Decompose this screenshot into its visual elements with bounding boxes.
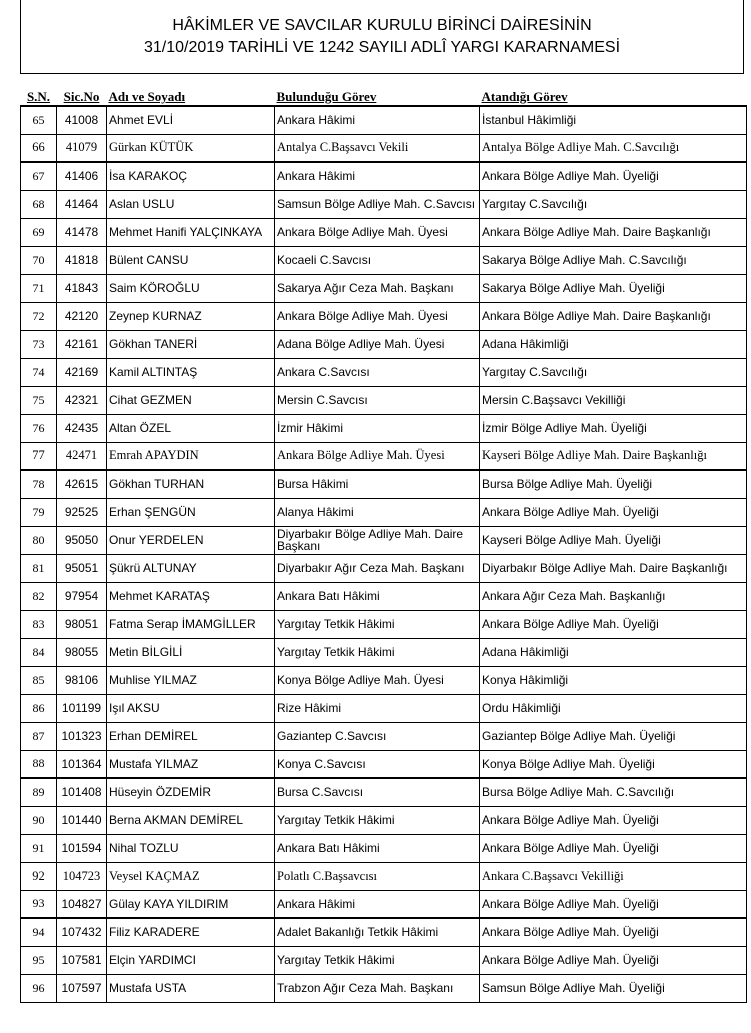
cell-current-post: Yargıtay Tetkik Hâkimi bbox=[275, 806, 480, 834]
cell-assigned-post: Gaziantep Bölge Adliye Mah. Üyeliği bbox=[480, 722, 747, 750]
cell-assigned-post: Ankara Bölge Adliye Mah. Üyeliği bbox=[480, 610, 747, 638]
cell-name: Onur YERDELEN bbox=[107, 526, 275, 554]
cell-current-post: Ankara Hâkimi bbox=[275, 106, 480, 134]
table-row bbox=[21, 526, 747, 554]
cell-sn: 86 bbox=[21, 694, 57, 722]
table-row bbox=[21, 946, 747, 974]
table-row bbox=[21, 330, 747, 358]
cell-sn: 65 bbox=[21, 106, 57, 134]
cell-current-post: İzmir Hâkimi bbox=[275, 414, 480, 442]
cell-sn: 77 bbox=[21, 442, 57, 470]
cell-assigned-post: Ankara Bölge Adliye Mah. Üyeliği bbox=[480, 890, 747, 918]
cell-sicno: 98051 bbox=[57, 610, 107, 638]
cell-current-post: Antalya C.Başsavcı Vekili bbox=[275, 134, 480, 162]
cell-sicno: 42435 bbox=[57, 414, 107, 442]
cell-sicno: 97954 bbox=[57, 582, 107, 610]
table-row bbox=[21, 358, 747, 386]
cell-assigned-post: Ankara Bölge Adliye Mah. Üyeliği bbox=[480, 834, 747, 862]
cell-assigned-post: Konya Bölge Adliye Mah. Üyeliği bbox=[480, 750, 747, 778]
cell-current-post: Gaziantep C.Savcısı bbox=[275, 722, 480, 750]
cell-current-post: Adana Bölge Adliye Mah. Üyesi bbox=[275, 330, 480, 358]
cell-sn: 93 bbox=[21, 890, 57, 918]
header-assigned-post: Atandığı Görev bbox=[481, 89, 568, 104]
table-row bbox=[21, 666, 747, 694]
cell-sn: 89 bbox=[21, 778, 57, 806]
cell-sicno: 41008 bbox=[57, 106, 107, 134]
cell-sn: 73 bbox=[21, 330, 57, 358]
cell-name: Gülay KAYA YILDIRIM bbox=[107, 890, 275, 918]
cell-current-post: Samsun Bölge Adliye Mah. C.Savcısı bbox=[275, 190, 480, 218]
cell-assigned-post: Ankara Ağır Ceza Mah. Başkanlığı bbox=[480, 582, 747, 610]
cell-name: Şükrü ALTUNAY bbox=[107, 554, 275, 582]
cell-assigned-post: Sakarya Bölge Adliye Mah. Üyeliği bbox=[480, 274, 747, 302]
cell-sicno: 42321 bbox=[57, 386, 107, 414]
cell-sn: 88 bbox=[21, 750, 57, 778]
cell-current-post: Ankara Hâkimi bbox=[275, 162, 480, 190]
cell-sicno: 101440 bbox=[57, 806, 107, 834]
cell-sicno: 101408 bbox=[57, 778, 107, 806]
header-current-post: Bulunduğu Görev bbox=[276, 89, 377, 104]
cell-sn: 76 bbox=[21, 414, 57, 442]
header-name: Adı ve Soyadı bbox=[108, 89, 186, 104]
table-row bbox=[21, 302, 747, 330]
table-row bbox=[21, 498, 747, 526]
cell-current-post: Ankara Bölge Adliye Mah. Üyesi bbox=[275, 442, 480, 470]
cell-current-post: Polatlı C.Başsavcısı bbox=[275, 862, 480, 890]
table-row bbox=[21, 134, 747, 162]
cell-sicno: 92525 bbox=[57, 498, 107, 526]
cell-name: Gürkan KÜTÜK bbox=[107, 134, 275, 162]
cell-current-post: Ankara C.Savcısı bbox=[275, 358, 480, 386]
cell-name: Filiz KARADERE bbox=[107, 918, 275, 946]
cell-assigned-post: İstanbul Hâkimliği bbox=[480, 106, 747, 134]
cell-name: Mehmet Hanifi YALÇINKAYA bbox=[107, 218, 275, 246]
cell-assigned-post: Ankara Bölge Adliye Mah. Daire Başkanlığı bbox=[480, 302, 747, 330]
cell-sn: 81 bbox=[21, 554, 57, 582]
cell-name: Muhlise YILMAZ bbox=[107, 666, 275, 694]
table-row bbox=[21, 162, 747, 190]
cell-current-post: Diyarbakır Bölge Adliye Mah. Daire Başkanı bbox=[275, 526, 480, 554]
cell-current-post: Ankara Batı Hâkimi bbox=[275, 582, 480, 610]
cell-assigned-post: Bursa Bölge Adliye Mah. C.Savcılığı bbox=[480, 778, 747, 806]
table-row bbox=[21, 918, 747, 946]
cell-name: Emrah APAYDIN bbox=[107, 442, 275, 470]
cell-sn: 91 bbox=[21, 834, 57, 862]
cell-sicno: 42471 bbox=[57, 442, 107, 470]
cell-assigned-post: Antalya Bölge Adliye Mah. C.Savcılığı bbox=[480, 134, 747, 162]
cell-sn: 68 bbox=[21, 190, 57, 218]
cell-sicno: 41406 bbox=[57, 162, 107, 190]
cell-name: Nihal TOZLU bbox=[107, 834, 275, 862]
cell-name: Mehmet KARATAŞ bbox=[107, 582, 275, 610]
cell-current-post: Mersin C.Savcısı bbox=[275, 386, 480, 414]
table-row bbox=[21, 750, 747, 778]
cell-current-post: Konya Bölge Adliye Mah. Üyesi bbox=[275, 666, 480, 694]
cell-assigned-post: Ankara Bölge Adliye Mah. Daire Başkanlığı bbox=[480, 218, 747, 246]
cell-sicno: 101364 bbox=[57, 750, 107, 778]
cell-sn: 96 bbox=[21, 974, 57, 1002]
cell-name: Veysel KAÇMAZ bbox=[107, 862, 275, 890]
table-row bbox=[21, 862, 747, 890]
cell-assigned-post: Ankara C.Başsavcı Vekilliği bbox=[480, 862, 747, 890]
table-header-row bbox=[21, 88, 747, 106]
table-row bbox=[21, 246, 747, 274]
cell-sicno: 101199 bbox=[57, 694, 107, 722]
cell-name: Gökhan TANERİ bbox=[107, 330, 275, 358]
cell-assigned-post: Ankara Bölge Adliye Mah. Üyeliği bbox=[480, 918, 747, 946]
table-row bbox=[21, 610, 747, 638]
cell-sn: 70 bbox=[21, 246, 57, 274]
cell-current-post: Ankara Hâkimi bbox=[275, 890, 480, 918]
cell-current-post: Kocaeli C.Savcısı bbox=[275, 246, 480, 274]
cell-assigned-post: Bursa Bölge Adliye Mah. Üyeliği bbox=[480, 470, 747, 498]
cell-name: Saim KÖROĞLU bbox=[107, 274, 275, 302]
cell-current-post: Rize Hâkimi bbox=[275, 694, 480, 722]
table-row bbox=[21, 106, 747, 134]
table-row bbox=[21, 890, 747, 918]
cell-name: Gökhan TURHAN bbox=[107, 470, 275, 498]
cell-sn: 66 bbox=[21, 134, 57, 162]
cell-current-post: Bursa C.Savcısı bbox=[275, 778, 480, 806]
cell-sn: 71 bbox=[21, 274, 57, 302]
cell-sn: 82 bbox=[21, 582, 57, 610]
cell-sicno: 41818 bbox=[57, 246, 107, 274]
cell-current-post: Yargıtay Tetkik Hâkimi bbox=[275, 638, 480, 666]
cell-current-post: Ankara Batı Hâkimi bbox=[275, 834, 480, 862]
cell-name: İsa KARAKOÇ bbox=[107, 162, 275, 190]
cell-assigned-post: Sakarya Bölge Adliye Mah. C.Savcılığı bbox=[480, 246, 747, 274]
table-row bbox=[21, 470, 747, 498]
cell-name: Zeynep KURNAZ bbox=[107, 302, 275, 330]
table-row bbox=[21, 554, 747, 582]
cell-sicno: 41464 bbox=[57, 190, 107, 218]
cell-sn: 83 bbox=[21, 610, 57, 638]
cell-sn: 78 bbox=[21, 470, 57, 498]
cell-sicno: 41079 bbox=[57, 134, 107, 162]
cell-assigned-post: Konya Hâkimliği bbox=[480, 666, 747, 694]
cell-name: Ahmet EVLİ bbox=[107, 106, 275, 134]
cell-sicno: 41478 bbox=[57, 218, 107, 246]
cell-assigned-post: Adana Hâkimliği bbox=[480, 638, 747, 666]
table-row bbox=[21, 778, 747, 806]
cell-name: Elçin YARDIMCI bbox=[107, 946, 275, 974]
cell-name: Aslan USLU bbox=[107, 190, 275, 218]
cell-sn: 85 bbox=[21, 666, 57, 694]
cell-sicno: 107581 bbox=[57, 946, 107, 974]
cell-sicno: 101323 bbox=[57, 722, 107, 750]
cell-sn: 75 bbox=[21, 386, 57, 414]
cell-name: Erhan ŞENGÜN bbox=[107, 498, 275, 526]
cell-name: Işıl AKSU bbox=[107, 694, 275, 722]
cell-sn: 92 bbox=[21, 862, 57, 890]
cell-sicno: 104723 bbox=[57, 862, 107, 890]
cell-sicno: 107597 bbox=[57, 974, 107, 1002]
cell-current-post: Ankara Bölge Adliye Mah. Üyesi bbox=[275, 218, 480, 246]
cell-name: Berna AKMAN DEMİREL bbox=[107, 806, 275, 834]
cell-current-post: Bursa Hâkimi bbox=[275, 470, 480, 498]
cell-sn: 84 bbox=[21, 638, 57, 666]
cell-sicno: 42120 bbox=[57, 302, 107, 330]
cell-assigned-post: Ordu Hâkimliği bbox=[480, 694, 747, 722]
title-line-2: 31/10/2019 TARİHLİ VE 1242 SAYILI ADLÎ YARGI KARARNAMESİ bbox=[143, 39, 621, 56]
cell-sicno: 42161 bbox=[57, 330, 107, 358]
cell-assigned-post: Kayseri Bölge Adliye Mah. Daire Başkanlığı bbox=[480, 442, 747, 470]
cell-sicno: 107432 bbox=[57, 918, 107, 946]
cell-assigned-post: Diyarbakır Bölge Adliye Mah. Daire Başkanlığı bbox=[480, 554, 747, 582]
cell-sicno: 104827 bbox=[57, 890, 107, 918]
title-line-1: HÂKİMLER VE SAVCILAR KURULU BİRİNCİ DAİRESİNİN bbox=[172, 17, 592, 34]
cell-assigned-post: Ankara Bölge Adliye Mah. Üyeliği bbox=[480, 946, 747, 974]
cell-sn: 79 bbox=[21, 498, 57, 526]
cell-assigned-post: İzmir Bölge Adliye Mah. Üyeliği bbox=[480, 414, 747, 442]
cell-sn: 74 bbox=[21, 358, 57, 386]
cell-sn: 87 bbox=[21, 722, 57, 750]
cell-assigned-post: Samsun Bölge Adliye Mah. Üyeliği bbox=[480, 974, 747, 1002]
cell-sn: 90 bbox=[21, 806, 57, 834]
header-sn: S.N. bbox=[26, 89, 51, 104]
cell-name: Mustafa USTA bbox=[107, 974, 275, 1002]
table-row bbox=[21, 274, 747, 302]
cell-assigned-post: Adana Hâkimliği bbox=[480, 330, 747, 358]
cell-current-post: Trabzon Ağır Ceza Mah. Başkanı bbox=[275, 974, 480, 1002]
cell-name: Bülent CANSU bbox=[107, 246, 275, 274]
cell-current-post: Yargıtay Tetkik Hâkimi bbox=[275, 946, 480, 974]
cell-name: Hüseyin ÖZDEMİR bbox=[107, 778, 275, 806]
cell-sicno: 95050 bbox=[57, 526, 107, 554]
cell-sicno: 95051 bbox=[57, 554, 107, 582]
cell-name: Erhan DEMİREL bbox=[107, 722, 275, 750]
cell-sn: 67 bbox=[21, 162, 57, 190]
cell-current-post: Sakarya Ağır Ceza Mah. Başkanı bbox=[275, 274, 480, 302]
cell-assigned-post: Mersin C.Başsavcı Vekilliği bbox=[480, 386, 747, 414]
table-body bbox=[21, 106, 747, 1002]
table-row bbox=[21, 638, 747, 666]
appointments-table bbox=[20, 88, 747, 1003]
cell-assigned-post: Ankara Bölge Adliye Mah. Üyeliği bbox=[480, 498, 747, 526]
cell-sn: 95 bbox=[21, 946, 57, 974]
cell-sn: 94 bbox=[21, 918, 57, 946]
table-row bbox=[21, 582, 747, 610]
table-row bbox=[21, 722, 747, 750]
cell-current-post: Alanya Hâkimi bbox=[275, 498, 480, 526]
table-row bbox=[21, 414, 747, 442]
cell-sicno: 42169 bbox=[57, 358, 107, 386]
cell-assigned-post: Ankara Bölge Adliye Mah. Üyeliği bbox=[480, 162, 747, 190]
table-row bbox=[21, 190, 747, 218]
cell-current-post: Diyarbakır Ağır Ceza Mah. Başkanı bbox=[275, 554, 480, 582]
table-row bbox=[21, 834, 747, 862]
cell-name: Fatma Serap İMAMGİLLER bbox=[107, 610, 275, 638]
cell-sn: 80 bbox=[21, 526, 57, 554]
cell-name: Altan ÖZEL bbox=[107, 414, 275, 442]
table-row bbox=[21, 442, 747, 470]
table-row bbox=[21, 694, 747, 722]
cell-assigned-post: Kayseri Bölge Adliye Mah. Üyeliği bbox=[480, 526, 747, 554]
cell-sicno: 42615 bbox=[57, 470, 107, 498]
cell-sicno: 98106 bbox=[57, 666, 107, 694]
cell-current-post: Adalet Bakanlığı Tetkik Hâkimi bbox=[275, 918, 480, 946]
cell-sicno: 101594 bbox=[57, 834, 107, 862]
cell-current-post: Konya C.Savcısı bbox=[275, 750, 480, 778]
cell-sn: 69 bbox=[21, 218, 57, 246]
table-row bbox=[21, 386, 747, 414]
table-row bbox=[21, 218, 747, 246]
cell-assigned-post: Yargıtay C.Savcılığı bbox=[480, 358, 747, 386]
table-row bbox=[21, 806, 747, 834]
cell-assigned-post: Ankara Bölge Adliye Mah. Üyeliği bbox=[480, 806, 747, 834]
cell-sicno: 98055 bbox=[57, 638, 107, 666]
header-sicno: Sic.No bbox=[63, 89, 100, 104]
table-row bbox=[21, 974, 747, 1002]
cell-current-post: Yargıtay Tetkik Hâkimi bbox=[275, 610, 480, 638]
document-title bbox=[20, 0, 744, 74]
cell-name: Metin BİLGİLİ bbox=[107, 638, 275, 666]
cell-sn: 72 bbox=[21, 302, 57, 330]
cell-assigned-post: Yargıtay C.Savcılığı bbox=[480, 190, 747, 218]
cell-sicno: 41843 bbox=[57, 274, 107, 302]
cell-name: Cihat GEZMEN bbox=[107, 386, 275, 414]
cell-name: Mustafa YILMAZ bbox=[107, 750, 275, 778]
cell-name: Kamil ALTINTAŞ bbox=[107, 358, 275, 386]
cell-current-post: Ankara Bölge Adliye Mah. Üyesi bbox=[275, 302, 480, 330]
